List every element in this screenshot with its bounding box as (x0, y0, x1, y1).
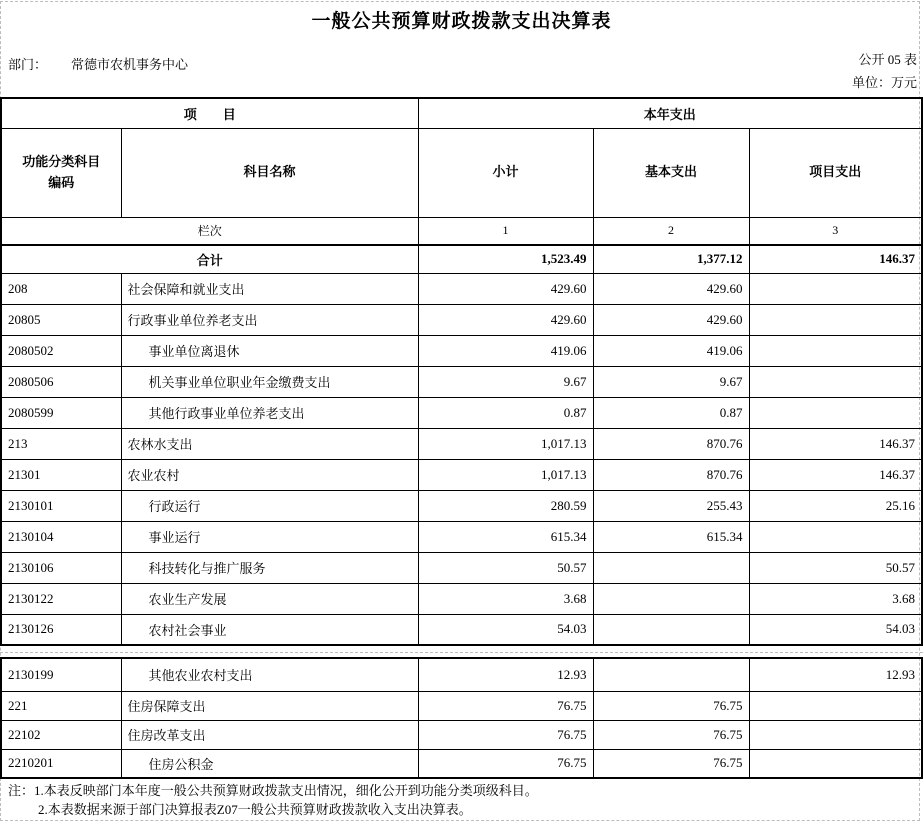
cell-function-code: 208 (1, 273, 121, 304)
cell-basic-expenditure: 419.06 (593, 335, 749, 366)
table-row (1, 691, 922, 720)
cell-subtotal: 0.87 (418, 397, 593, 428)
cell-subtotal: 280.59 (418, 490, 593, 521)
cell-subject-name: 事业单位离退休 (121, 335, 418, 366)
cell-function-code: 2130101 (1, 490, 121, 521)
cell-subtotal: 50.57 (418, 552, 593, 583)
table-row (1, 720, 922, 749)
total-project: 146.37 (749, 245, 922, 273)
cell-subtotal: 9.67 (418, 366, 593, 397)
cell-function-code: 213 (1, 428, 121, 459)
table-row (1, 459, 922, 490)
column-index-label: 栏次 (1, 217, 418, 245)
column-index-row (1, 217, 922, 245)
header-project-expenditure: 项目支出 (749, 128, 922, 217)
header-subject-name: 科目名称 (121, 128, 418, 217)
column-index-1: 1 (418, 217, 593, 245)
cell-function-code: 22102 (1, 720, 121, 749)
cell-subject-name: 农村社会事业 (121, 614, 418, 645)
footnote-line-2 (8, 800, 538, 819)
cell-subtotal: 12.93 (418, 658, 593, 691)
cell-basic-expenditure: 870.76 (593, 459, 749, 490)
department-line (8, 54, 188, 73)
cell-project-expenditure: 146.37 (749, 459, 922, 490)
table-row (1, 490, 922, 521)
table-row (1, 428, 922, 459)
cell-subject-name: 农业生产发展 (121, 583, 418, 614)
cell-function-code: 2130126 (1, 614, 121, 645)
cell-basic-expenditure: 429.60 (593, 304, 749, 335)
header-columns-row (1, 128, 922, 217)
table-row (1, 366, 922, 397)
table-row (1, 335, 922, 366)
meta-right-block (852, 48, 917, 94)
expenditure-table-section2 (0, 657, 923, 779)
cell-subtotal: 615.34 (418, 521, 593, 552)
cell-basic-expenditure (593, 552, 749, 583)
cell-subtotal: 429.60 (418, 273, 593, 304)
header-function-code-line2: 编码 (48, 174, 75, 190)
cell-subject-name: 其他行政事业单位养老支出 (121, 397, 418, 428)
header-basic-expenditure: 基本支出 (593, 128, 749, 217)
cell-function-code: 2080506 (1, 366, 121, 397)
table-row (1, 614, 922, 645)
total-label: 合计 (1, 245, 418, 273)
cell-subtotal: 76.75 (418, 749, 593, 778)
cell-subtotal: 76.75 (418, 691, 593, 720)
cell-project-expenditure: 25.16 (749, 490, 922, 521)
cell-subtotal: 1,017.13 (418, 428, 593, 459)
cell-project-expenditure (749, 273, 922, 304)
cell-basic-expenditure: 870.76 (593, 428, 749, 459)
cell-subject-name: 事业运行 (121, 521, 418, 552)
page-break-line (0, 652, 923, 653)
cell-project-expenditure: 54.03 (749, 614, 922, 645)
cell-basic-expenditure: 0.87 (593, 397, 749, 428)
cell-project-expenditure (749, 521, 922, 552)
cell-basic-expenditure: 76.75 (593, 749, 749, 778)
cell-project-expenditure (749, 749, 922, 778)
header-function-code-line1: 功能分类科目 (22, 153, 101, 169)
footnote-prefix: 注： (8, 783, 35, 798)
cell-basic-expenditure: 76.75 (593, 720, 749, 749)
data-rows-section1 (1, 273, 922, 645)
footnotes (8, 781, 538, 819)
table-row (1, 521, 922, 552)
table-row (1, 273, 922, 304)
table-row (1, 583, 922, 614)
footnote-text-1: 1.本表反映部门本年度一般公共预算财政拨款支出情况，细化公开到功能分类项级科目。 (34, 783, 538, 798)
cell-subject-name: 科技转化与推广服务 (121, 552, 418, 583)
table-row (1, 749, 922, 778)
cell-function-code: 2080599 (1, 397, 121, 428)
cell-subject-name: 行政运行 (121, 490, 418, 521)
cell-project-expenditure: 3.68 (749, 583, 922, 614)
cell-subtotal: 419.06 (418, 335, 593, 366)
data-rows-section2 (1, 658, 922, 778)
cell-basic-expenditure: 76.75 (593, 691, 749, 720)
header-year-expenditure-group: 本年支出 (418, 98, 922, 128)
footnote-line-1 (8, 781, 538, 800)
cell-project-expenditure (749, 691, 922, 720)
cell-basic-expenditure (593, 583, 749, 614)
cell-project-expenditure (749, 304, 922, 335)
cell-project-expenditure (749, 397, 922, 428)
cell-project-expenditure (749, 720, 922, 749)
table-row (1, 397, 922, 428)
unit-label: 单位：万元 (851, 75, 917, 90)
cell-subject-name: 机关事业单位职业年金缴费支出 (121, 366, 418, 397)
cell-subject-name: 社会保障和就业支出 (121, 273, 418, 304)
column-index-3: 3 (749, 217, 922, 245)
cell-subject-name: 其他农业农村支出 (121, 658, 418, 691)
cell-basic-expenditure: 255.43 (593, 490, 749, 521)
cell-basic-expenditure (593, 614, 749, 645)
cell-function-code: 21301 (1, 459, 121, 490)
cell-basic-expenditure: 615.34 (593, 521, 749, 552)
cell-function-code: 2130104 (1, 521, 121, 552)
department-name: 常德市农机事务中心 (71, 57, 189, 72)
cell-basic-expenditure: 9.67 (593, 366, 749, 397)
cell-subtotal: 3.68 (418, 583, 593, 614)
header-item-group: 项 目 (1, 98, 418, 128)
table-row (1, 552, 922, 583)
cell-function-code: 221 (1, 691, 121, 720)
cell-project-expenditure: 146.37 (749, 428, 922, 459)
cell-function-code: 2130199 (1, 658, 121, 691)
cell-subject-name: 农林水支出 (121, 428, 418, 459)
cell-subject-name: 农业农村 (121, 459, 418, 490)
header-function-code (1, 128, 121, 217)
cell-project-expenditure (749, 366, 922, 397)
cell-project-expenditure (749, 335, 922, 366)
table-row (1, 304, 922, 335)
cell-function-code: 2130106 (1, 552, 121, 583)
cell-function-code: 20805 (1, 304, 121, 335)
cell-function-code: 2210201 (1, 749, 121, 778)
column-index-2: 2 (593, 217, 749, 245)
doc-number: 公开 05 表 (858, 52, 917, 67)
page-title: 一般公共预算财政拨款支出决算表 (311, 11, 612, 32)
cell-function-code: 2080502 (1, 335, 121, 366)
cell-subtotal: 54.03 (418, 614, 593, 645)
total-subtotal: 1,523.49 (418, 245, 593, 273)
total-row (1, 245, 922, 273)
header-subtotal: 小计 (418, 128, 593, 217)
expenditure-table-section1 (0, 97, 923, 646)
cell-project-expenditure: 12.93 (749, 658, 922, 691)
cell-basic-expenditure: 429.60 (593, 273, 749, 304)
footnote-text-2: 2.本表数据来源于部门决算报表Z07一般公共预算财政拨款收入支出决算表。 (38, 802, 472, 817)
cell-subtotal: 429.60 (418, 304, 593, 335)
cell-subject-name: 住房公积金 (121, 749, 418, 778)
cell-subtotal: 76.75 (418, 720, 593, 749)
cell-subject-name: 住房改革支出 (121, 720, 418, 749)
cell-subject-name: 行政事业单位养老支出 (121, 304, 418, 335)
cell-subtotal: 1,017.13 (418, 459, 593, 490)
table-row (1, 658, 922, 691)
total-basic: 1,377.12 (593, 245, 749, 273)
cell-function-code: 2130122 (1, 583, 121, 614)
header-group-row (1, 98, 922, 128)
cell-subject-name: 住房保障支出 (121, 691, 418, 720)
cell-project-expenditure: 50.57 (749, 552, 922, 583)
department-label: 部门： (8, 57, 48, 72)
cell-basic-expenditure (593, 658, 749, 691)
